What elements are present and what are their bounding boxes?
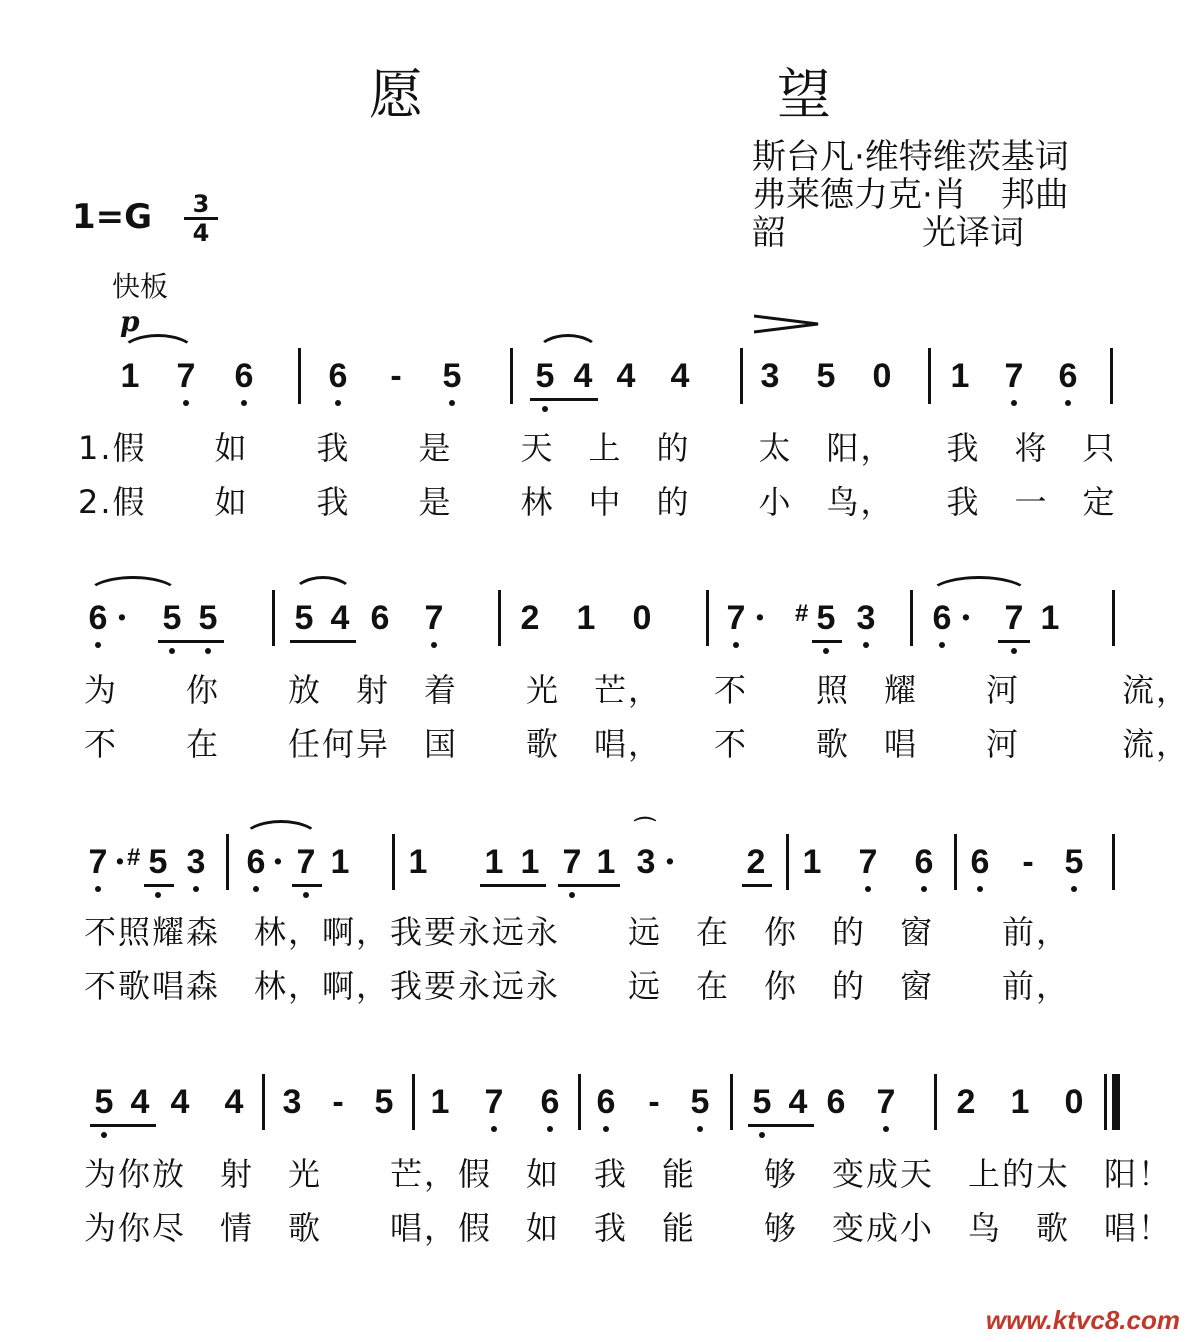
note: 6 xyxy=(826,1083,846,1121)
lyricist-credit: 斯台凡·维特维茨基词 xyxy=(752,137,1069,177)
note: 6 xyxy=(227,356,261,396)
barline xyxy=(1110,348,1113,404)
beam xyxy=(158,640,224,643)
note: 3 xyxy=(849,598,883,638)
slur xyxy=(928,576,1030,595)
fermata-icon: ⌒ xyxy=(634,816,657,842)
dash: - xyxy=(648,1083,660,1121)
note: 7 xyxy=(169,356,203,396)
note: 2 xyxy=(520,599,540,637)
barline xyxy=(392,834,395,890)
barline xyxy=(786,834,789,890)
beam xyxy=(90,1124,156,1127)
barline xyxy=(226,834,229,890)
translator-credit: 韶 光译词 xyxy=(752,213,1024,253)
accent-mark xyxy=(752,312,822,336)
barline xyxy=(740,348,743,404)
note: 2 xyxy=(746,843,766,881)
note: 4 xyxy=(330,599,350,637)
beam xyxy=(812,640,842,643)
rest: 0 xyxy=(632,599,652,637)
note: 2 xyxy=(956,1083,976,1121)
dash: - xyxy=(1022,843,1034,881)
note: 6 xyxy=(925,598,959,638)
beam xyxy=(558,884,620,887)
lyrics-verse-1-line-4: 为你放 射 光 芒，假 如 我 能 够 变成天 上的太 阳！ xyxy=(84,1155,1173,1193)
note: 7 xyxy=(289,842,323,882)
slur xyxy=(292,576,354,595)
lyrics-verse-2-line-4: 为你尽 情 歌 唱，假 如 我 能 够 变成小 鸟 歌 唱！ xyxy=(84,1209,1173,1247)
note: # 5 xyxy=(809,598,843,638)
note: 3 xyxy=(282,1083,302,1121)
lyrics-verse-2-line-3: 不歌唱森 林，啊，我要永远永 远 在 你 的 窗 前， xyxy=(84,967,1071,1005)
note: 4 xyxy=(788,1083,808,1121)
note: 7 xyxy=(81,842,115,882)
lyrics-verse-1-line-2: 为 你 放 射 着 光 芒， 不 照 耀 河 流， xyxy=(84,671,1191,709)
note: 4 xyxy=(224,1083,244,1121)
beam xyxy=(998,640,1030,643)
barline xyxy=(706,590,709,646)
note: 5 xyxy=(87,1082,121,1122)
watermark: www.ktvc8.com xyxy=(985,1305,1180,1335)
note: 3 xyxy=(179,842,213,882)
note: 1 xyxy=(576,599,596,637)
augmentation-dot: · xyxy=(272,842,284,882)
note: 1 xyxy=(1040,599,1060,637)
barline xyxy=(934,1074,937,1130)
barline xyxy=(262,1074,265,1130)
note: 4 xyxy=(130,1083,150,1121)
note: 5 xyxy=(435,356,469,396)
note: 5 xyxy=(294,599,314,637)
note: 1 xyxy=(484,843,504,881)
meter-top: 3 xyxy=(192,190,210,218)
rest: 0 xyxy=(1064,1083,1084,1121)
note: 5 xyxy=(374,1083,394,1121)
barline xyxy=(498,590,501,646)
note: 1 xyxy=(120,357,140,395)
note: 1 xyxy=(430,1083,450,1121)
note: 7 xyxy=(417,598,451,638)
note: 1 xyxy=(330,843,350,881)
barline xyxy=(1112,590,1115,646)
note: 1 xyxy=(408,843,428,881)
meter-bottom: 4 xyxy=(192,219,210,247)
note: 4 xyxy=(170,1083,190,1121)
note: 5 xyxy=(683,1082,717,1122)
note: 5 xyxy=(155,598,189,638)
augmentation-dot: · xyxy=(116,598,128,638)
note: 3 xyxy=(760,357,780,395)
note: 6 xyxy=(370,599,390,637)
note: 1 xyxy=(520,843,540,881)
final-barline-thin xyxy=(1104,1074,1107,1130)
note: 5 xyxy=(191,598,225,638)
note: 4 xyxy=(616,357,636,395)
note: 7 xyxy=(851,842,885,882)
note: 3 xyxy=(636,843,656,881)
note: 1 xyxy=(950,357,970,395)
dash: - xyxy=(332,1083,344,1121)
composer-credit: 弗莱德力克·肖 邦曲 xyxy=(752,175,1069,215)
note: 6 xyxy=(1051,356,1085,396)
note: # 5 xyxy=(141,842,175,882)
note: 6 xyxy=(533,1082,567,1122)
slur xyxy=(86,576,180,595)
key-signature: 1=G xyxy=(72,197,153,237)
note: 1 xyxy=(802,843,822,881)
rest: 0 xyxy=(872,357,892,395)
barline xyxy=(272,590,275,646)
sharp-sign: # xyxy=(795,600,809,627)
note: 7 xyxy=(719,598,753,638)
note: 4 xyxy=(670,357,690,395)
augmentation-dot: · xyxy=(960,598,972,638)
beam xyxy=(290,640,356,643)
augmentation-dot: · xyxy=(114,842,126,882)
lyrics-verse-2-line-2: 不 在 任何异 国 歌 唱， 不 歌 唱 河 流， xyxy=(84,725,1191,763)
barline xyxy=(910,590,913,646)
lyrics-verse-2-line-1: 2.假 如 我 是 林 中 的 小 鸟， 我 一 定 xyxy=(78,483,1117,521)
augmentation-dot: · xyxy=(754,598,766,638)
beam xyxy=(144,884,174,887)
barline xyxy=(510,348,513,404)
slur xyxy=(242,820,320,839)
note: 6 xyxy=(321,356,355,396)
note: 7 xyxy=(869,1082,903,1122)
note: 5 xyxy=(1057,842,1091,882)
note: 5 xyxy=(816,357,836,395)
barline xyxy=(412,1074,415,1130)
barline xyxy=(578,1074,581,1130)
note: 6 xyxy=(239,842,273,882)
time-signature xyxy=(184,192,218,245)
dash: - xyxy=(390,357,402,395)
final-barline-thick xyxy=(1112,1074,1120,1130)
note: 6 xyxy=(963,842,997,882)
lyrics-verse-1-line-1: 1.假 如 我 是 天 上 的 太 阳， 我 将 只 xyxy=(78,429,1117,467)
note: 1 xyxy=(1010,1083,1030,1121)
page-title: 愿 望 xyxy=(369,63,981,126)
note: 7 xyxy=(997,356,1031,396)
note: 6 xyxy=(907,842,941,882)
augmentation-dot: · xyxy=(664,842,676,882)
beam xyxy=(292,884,322,887)
tempo-marking: 快板 xyxy=(112,270,169,303)
lyrics-verse-1-line-3: 不照耀森 林，啊，我要永远永 远 在 你 的 窗 前， xyxy=(84,913,1071,951)
note: 6 xyxy=(81,598,115,638)
note: 5 xyxy=(528,356,562,396)
sharp-sign: # xyxy=(127,844,141,871)
note: 7 xyxy=(555,842,589,882)
dynamic-marking: p xyxy=(120,305,140,338)
note: 1 xyxy=(596,843,616,881)
barline xyxy=(1112,834,1115,890)
beam xyxy=(742,884,772,887)
note: 7 xyxy=(477,1082,511,1122)
note: 5 xyxy=(745,1082,779,1122)
note: 6 xyxy=(589,1082,623,1122)
beam xyxy=(530,398,598,401)
barline xyxy=(730,1074,733,1130)
barline xyxy=(928,348,931,404)
barline xyxy=(954,834,957,890)
note: 4 xyxy=(573,357,593,395)
note: 7 xyxy=(997,598,1031,638)
beam xyxy=(480,884,546,887)
slur xyxy=(536,334,600,353)
beam xyxy=(748,1124,814,1127)
barline xyxy=(298,348,301,404)
